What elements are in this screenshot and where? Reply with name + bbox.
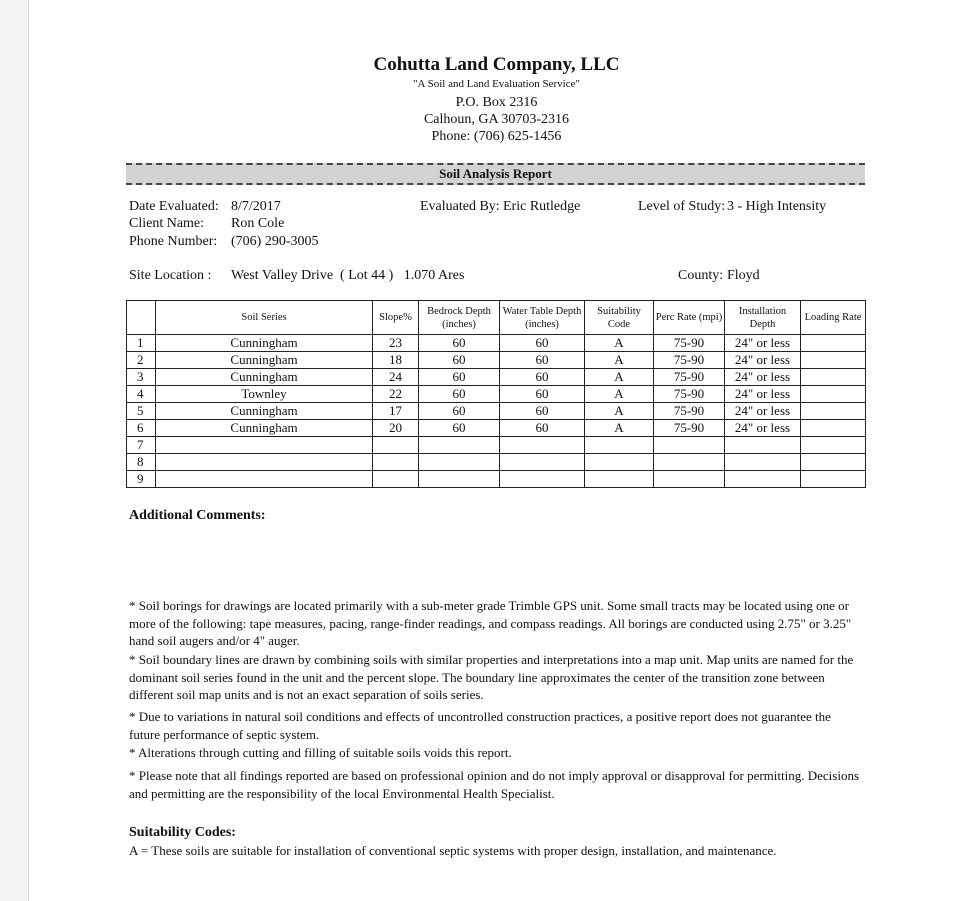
note-boundary: * Soil boundary lines are drawn by combining soils with similar properties and interpretations into a map unit. Map units are named for the dominant soil series found in the unit and the percent slope. The boundary line approximates the center of the transition zone between different soil map units and is not an exact separation of soils series. [129, 652, 854, 702]
note-gps: * Soil borings for drawings are located primarily with a sub-meter grade Trimble GPS unit. Some small tracts may be located using one or more of the following: tape measures, pacing, range-finder readings, and compass readings. All borings are conducted using 2.75" or 3.25" hand soil augers and/or 4" auger. [129, 598, 852, 648]
company-tagline: "A Soil and Land Evaluation Service" [413, 78, 580, 90]
header-num [127, 301, 156, 335]
code-a-description: A = These soils are suitable for installation of conventional septic systems with proper design, installation, and maintenance. [129, 843, 777, 858]
row-number: 1 [127, 335, 156, 352]
row-number: 8 [127, 454, 156, 471]
comments-heading: Additional Comments: [129, 508, 266, 523]
installation-depth-cell: 24" or less [725, 420, 801, 437]
water-table-cell: 60 [500, 352, 585, 369]
installation-depth-cell: 24" or less [725, 386, 801, 403]
bedrock-cell [419, 471, 500, 488]
installation-depth-cell: 24" or less [725, 335, 801, 352]
evaluated-by-value: Eric Rutledge [503, 199, 581, 214]
report-title-bar [126, 163, 865, 185]
soil-series-cell [156, 471, 373, 488]
header-perc-rate: Perc Rate (mpi) [654, 301, 725, 335]
bedrock-cell [419, 437, 500, 454]
table-body [127, 335, 866, 488]
slope-cell: 22 [373, 386, 419, 403]
suitability-cell: A [585, 352, 654, 369]
bedrock-cell [419, 454, 500, 471]
date-value: 8/7/2017 [231, 199, 281, 214]
header-installation-depth: Installation Depth [725, 301, 801, 335]
installation-depth-cell: 24" or less [725, 352, 801, 369]
installation-depth-cell: 24" or less [725, 369, 801, 386]
loading-rate-cell [801, 437, 866, 454]
table-row [127, 454, 866, 471]
soil-series-cell: Townley [156, 386, 373, 403]
slope-cell [373, 471, 419, 488]
site-value: West Valley Drive ( Lot 44 ) 1.070 Ares [231, 268, 465, 283]
report-title: Soil Analysis Report [433, 166, 558, 181]
perc-rate-cell: 75-90 [654, 386, 725, 403]
slope-cell: 18 [373, 352, 419, 369]
perc-rate-cell: 75-90 [654, 403, 725, 420]
bedrock-cell: 60 [419, 420, 500, 437]
soil-series-cell: Cunningham [156, 335, 373, 352]
water-table-cell [500, 454, 585, 471]
loading-rate-cell [801, 420, 866, 437]
level-value: 3 - High Intensity [727, 199, 827, 214]
water-table-cell: 60 [500, 335, 585, 352]
slope-cell: 20 [373, 420, 419, 437]
perc-rate-cell [654, 471, 725, 488]
soil-series-cell: Cunningham [156, 403, 373, 420]
bedrock-cell: 60 [419, 386, 500, 403]
slope-cell [373, 437, 419, 454]
table-row [127, 386, 866, 403]
suitability-cell [585, 437, 654, 454]
loading-rate-cell [801, 454, 866, 471]
suitability-cell: A [585, 420, 654, 437]
company-name: Cohutta Land Company, LLC [373, 54, 620, 75]
table-row [127, 369, 866, 386]
header-suitability-code: Suitability Code [585, 301, 654, 335]
row-number: 6 [127, 420, 156, 437]
water-table-cell: 60 [500, 403, 585, 420]
row-number: 5 [127, 403, 156, 420]
suitability-cell [585, 471, 654, 488]
perc-rate-cell [654, 437, 725, 454]
codes-heading: Suitability Codes: [129, 825, 236, 840]
row-number: 3 [127, 369, 156, 386]
loading-rate-cell [801, 369, 866, 386]
address-line-2: Calhoun, GA 30703-2316 [423, 112, 570, 127]
row-number: 4 [127, 386, 156, 403]
header-water-table-depth: Water Table Depth (inches) [500, 301, 585, 335]
water-table-cell [500, 471, 585, 488]
perc-rate-cell: 75-90 [654, 335, 725, 352]
row-number: 7 [127, 437, 156, 454]
date-label: Date Evaluated: [129, 199, 219, 214]
soil-series-cell [156, 454, 373, 471]
evaluated-by-label: Evaluated By: [420, 199, 500, 214]
address-line-1: P.O. Box 2316 [455, 95, 538, 110]
county-label: County: [678, 268, 724, 283]
county-value: Floyd [727, 268, 760, 283]
installation-depth-cell [725, 437, 801, 454]
suitability-cell: A [585, 369, 654, 386]
loading-rate-cell [801, 403, 866, 420]
table-row [127, 352, 866, 369]
header-slope: Slope% [373, 301, 419, 335]
table-row [127, 403, 866, 420]
water-table-cell: 60 [500, 386, 585, 403]
header-loading-rate: Loading Rate [801, 301, 866, 335]
suitability-cell: A [585, 386, 654, 403]
suitability-cell [585, 454, 654, 471]
water-table-cell [500, 437, 585, 454]
installation-depth-cell: 24" or less [725, 403, 801, 420]
phone-value: (706) 290-3005 [231, 234, 319, 249]
table-header-row [127, 301, 866, 335]
site-label: Site Location : [129, 268, 212, 283]
company-phone: Phone: (706) 625-1456 [431, 129, 562, 144]
table-row [127, 335, 866, 352]
soil-series-cell: Cunningham [156, 420, 373, 437]
document-page [29, 0, 953, 901]
suitability-cell: A [585, 403, 654, 420]
row-number: 9 [127, 471, 156, 488]
header-bedrock-depth: Bedrock Depth (inches) [419, 301, 500, 335]
water-table-cell: 60 [500, 369, 585, 386]
loading-rate-cell [801, 471, 866, 488]
note-alterations: * Alterations through cutting and filling of suitable soils voids this report. [129, 745, 512, 760]
phone-label: Phone Number: [129, 234, 218, 249]
note-variations: * Due to variations in natural soil conditions and effects of uncontrolled construction practices, a positive report does not guarantee the future performance of septic system. [129, 709, 831, 742]
loading-rate-cell [801, 352, 866, 369]
slope-cell: 24 [373, 369, 419, 386]
soil-series-cell [156, 437, 373, 454]
table-row [127, 471, 866, 488]
perc-rate-cell: 75-90 [654, 352, 725, 369]
level-label: Level of Study: [638, 199, 726, 214]
bedrock-cell: 60 [419, 403, 500, 420]
client-label: Client Name: [129, 216, 205, 231]
water-table-cell: 60 [500, 420, 585, 437]
row-number: 2 [127, 352, 156, 369]
soil-table [126, 300, 866, 488]
header-soil-series: Soil Series [156, 301, 373, 335]
perc-rate-cell: 75-90 [654, 420, 725, 437]
client-value: Ron Cole [231, 216, 285, 231]
soil-series-cell: Cunningham [156, 352, 373, 369]
installation-depth-cell [725, 454, 801, 471]
loading-rate-cell [801, 386, 866, 403]
suitability-cell: A [585, 335, 654, 352]
note-permitting: * Please note that all findings reported are based on professional opinion and do not imply approval or disapproval for permitting. Decisions and permitting are the responsibility of the local Environmental Health Specialist. [129, 768, 859, 801]
left-gutter [0, 0, 29, 901]
perc-rate-cell: 75-90 [654, 369, 725, 386]
slope-cell [373, 454, 419, 471]
table-row [127, 420, 866, 437]
loading-rate-cell [801, 335, 866, 352]
bedrock-cell: 60 [419, 369, 500, 386]
bedrock-cell: 60 [419, 352, 500, 369]
perc-rate-cell [654, 454, 725, 471]
installation-depth-cell [725, 471, 801, 488]
table-row [127, 437, 866, 454]
bedrock-cell: 60 [419, 335, 500, 352]
slope-cell: 17 [373, 403, 419, 420]
slope-cell: 23 [373, 335, 419, 352]
soil-series-cell: Cunningham [156, 369, 373, 386]
